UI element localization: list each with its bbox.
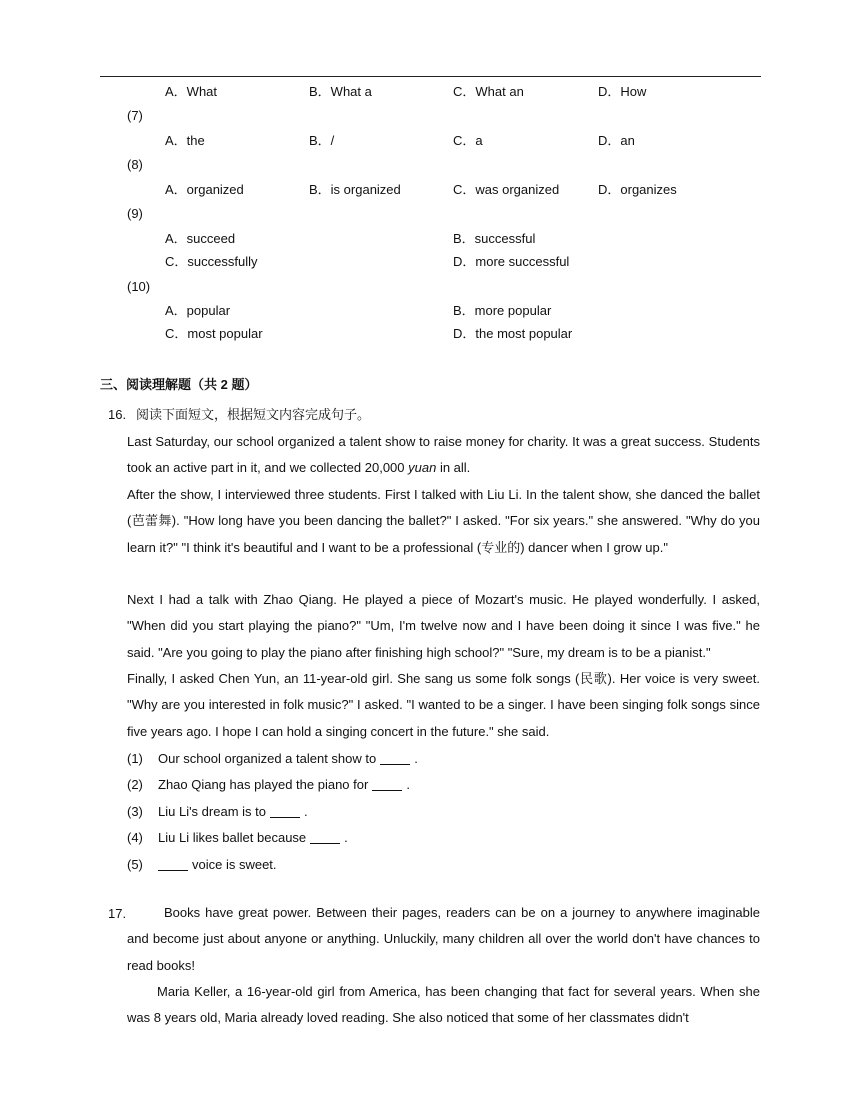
item-number: (5) bbox=[127, 857, 143, 872]
option-c[interactable]: C．most popular bbox=[165, 326, 263, 341]
item-number: (3) bbox=[127, 804, 143, 819]
header-rule bbox=[100, 76, 761, 77]
passage-paragraph: After the show, I interviewed three students. First I talked with Liu Li. In the talent show, she danced the ballet (芭蕾舞). "How long have you been dancing the ballet?" I asked. "For six years." she answered. "Why do you learn it?" "I think it's beautiful and I want to be a professional (专业的) dancer when I grow up." bbox=[127, 487, 760, 555]
option-a[interactable]: A．the bbox=[165, 133, 205, 148]
passage-paragraph: Finally, I asked Chen Yun, an 11-year-old girl. She sang us some folk songs (民歌). Her voice is very sweet. "Why are you interested in folk music?" I asked. "I wanted to be a singer. I have been singing folk songs since five years ago. I hope I can hold a singing concert in the future." she said. bbox=[127, 671, 760, 739]
option-b[interactable]: B．more popular bbox=[453, 303, 552, 318]
passage-paragraph: Next I had a talk with Zhao Qiang. He played a piece of Mozart's music. He played wonderfully. I asked, "When did you start playing the piano?" "Um, I'm twelve now and I have been doing it since I was five." he said. "Are you going to play the piano after finishing high school?" "Sure, my dream is to be a pianist." bbox=[127, 592, 760, 660]
fill-blank-item bbox=[127, 857, 277, 873]
passage-paragraph bbox=[127, 429, 760, 482]
option-d[interactable]: D．How bbox=[598, 84, 647, 99]
passage-text: Last Saturday, our school organized a talent show to raise money for charity. It was a great success. Students took an active part in it, and we collected 20,000 bbox=[127, 434, 760, 476]
item-number: (1) bbox=[127, 751, 143, 766]
question-number: (8) bbox=[127, 157, 143, 172]
passage-paragraph: Books have great power. Between their pages, readers can be on a journey to anywhere imaginable and become just about anyone or anything. Unluckily, many children all over the world don't have chances to read books! bbox=[127, 905, 760, 973]
question-instruction: 阅读下面短文，根据短文内容完成句子。 bbox=[136, 407, 371, 422]
question-number: (10) bbox=[127, 279, 151, 294]
item-text: . bbox=[406, 777, 410, 792]
answer-blank[interactable] bbox=[270, 805, 300, 818]
option-c[interactable]: C．successfully bbox=[165, 254, 258, 269]
option-c[interactable]: C．What an bbox=[453, 84, 524, 99]
option-b[interactable]: B．/ bbox=[309, 133, 335, 148]
option-c[interactable]: C．a bbox=[453, 133, 483, 148]
item-number: (4) bbox=[127, 830, 143, 845]
fill-blank-item bbox=[127, 751, 418, 767]
option-c[interactable]: C．was organized bbox=[453, 182, 560, 197]
item-number: (2) bbox=[127, 777, 143, 792]
option-d[interactable]: D．more successful bbox=[453, 254, 570, 269]
item-text: Liu Li likes ballet because bbox=[158, 830, 307, 845]
option-a[interactable]: A．What bbox=[165, 84, 218, 99]
fill-blank-item bbox=[127, 777, 410, 793]
option-a[interactable]: A．organized bbox=[165, 182, 244, 197]
question-number: (7) bbox=[127, 108, 143, 123]
option-b[interactable]: B．successful bbox=[453, 231, 536, 246]
answer-blank[interactable] bbox=[372, 778, 402, 791]
option-a[interactable]: A．popular bbox=[165, 303, 231, 318]
option-a[interactable]: A．succeed bbox=[165, 231, 236, 246]
question-number: (9) bbox=[127, 206, 143, 221]
item-text: Zhao Qiang has played the piano for bbox=[158, 777, 369, 792]
option-b[interactable]: B．is organized bbox=[309, 182, 401, 197]
passage-text: in all. bbox=[436, 460, 471, 476]
item-text: voice is sweet. bbox=[192, 857, 277, 872]
item-text: . bbox=[344, 830, 348, 845]
fill-blank-item bbox=[127, 830, 348, 846]
option-d[interactable]: D．the most popular bbox=[453, 326, 573, 341]
item-text: . bbox=[414, 751, 418, 766]
answer-blank[interactable] bbox=[310, 831, 340, 844]
item-text: Our school organized a talent show to bbox=[158, 751, 377, 766]
option-d[interactable]: D．an bbox=[598, 133, 635, 148]
item-text: . bbox=[303, 804, 308, 819]
answer-blank[interactable] bbox=[380, 752, 410, 765]
fill-blank-item bbox=[127, 804, 308, 820]
item-text: Liu Li's dream is to bbox=[158, 804, 266, 819]
answer-blank[interactable] bbox=[158, 858, 188, 871]
option-b[interactable]: B．What a bbox=[309, 84, 372, 99]
passage-paragraph: Maria Keller, a 16-year-old girl from America, has been changing that fact for several years. When she was 8 years old, Maria already loved reading. She also noticed that some of her classmates didn't bbox=[127, 984, 760, 1026]
option-d[interactable]: D．organizes bbox=[598, 182, 677, 197]
section-heading: 三、阅读理解题（共 2 题） bbox=[100, 377, 258, 392]
passage-emphasis: yuan bbox=[408, 460, 437, 476]
question-number: 16. bbox=[108, 407, 127, 422]
question-number: 17. bbox=[108, 906, 127, 921]
